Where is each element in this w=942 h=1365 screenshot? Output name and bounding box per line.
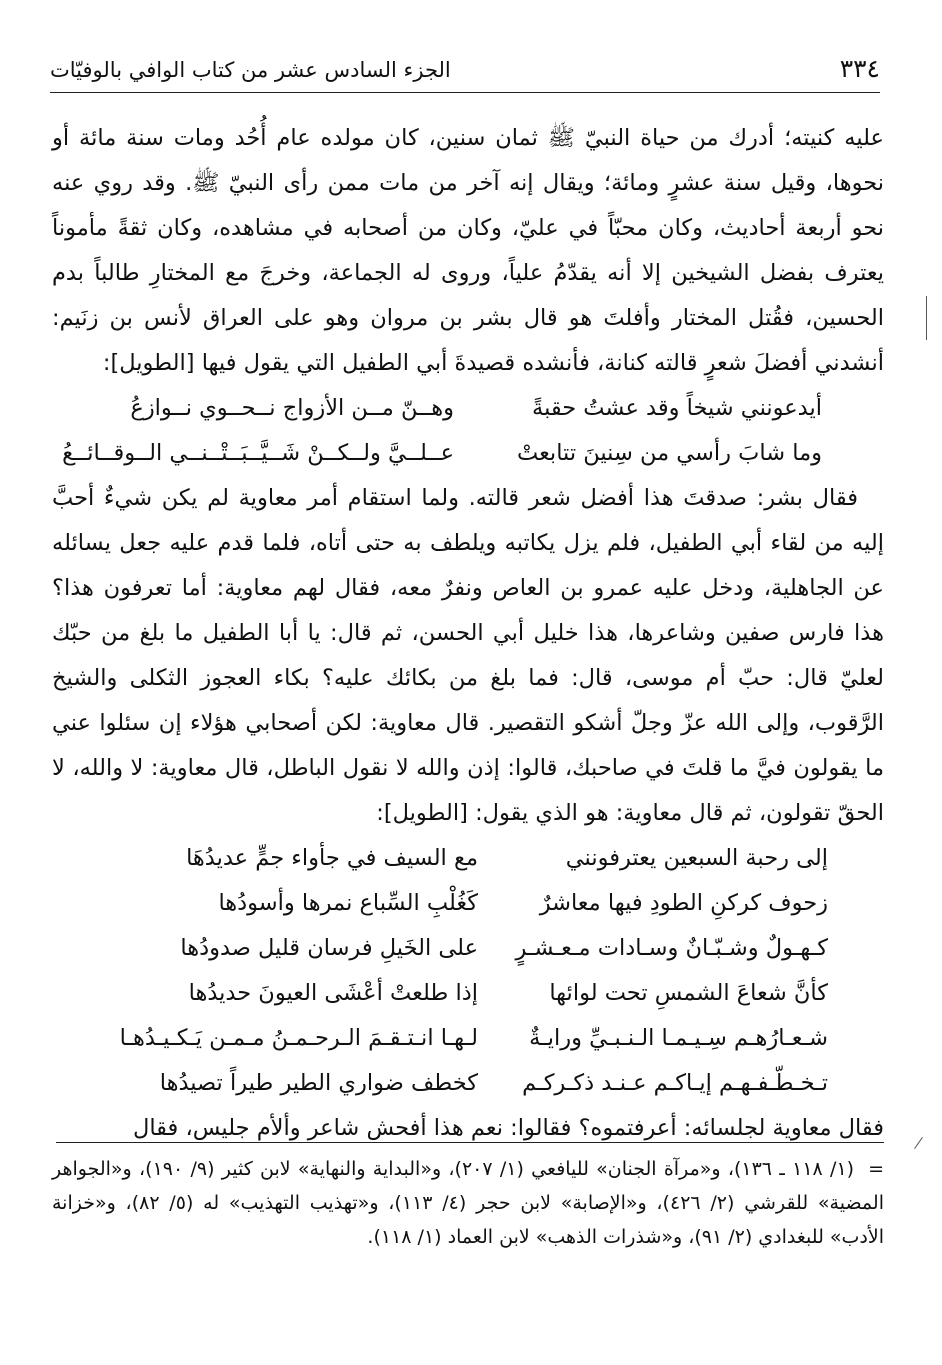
- hemistich-second: مع السيف في جأواء جمٍّ عديدُهَا: [186, 845, 478, 871]
- hemistich-second: كَغُلْبِ السِّباع نمرها وأسودُها: [218, 890, 478, 916]
- meter-label-2: [الطويل]:: [376, 800, 468, 826]
- meter-label-1: [الطويل]:: [102, 350, 195, 376]
- footnote-text: (١/ ١١٨ ـ ١٣٦)، و«مرآة الجنان» لليافعي (١/ ٢٠٧)، و«البداية والنهاية» لابن كثير (٩/ ١٩٠)، و«الجواهر المضية» للقرشي (٢/ ٤٢٦)، و«الإصابة» لابن حجر (٤/ ١١٣)، و«تهذيب التهذيب» له (٥/ ٨٢)، و«خزانة الأدب» للبغدادي (٢/ ٩١)، و«شذرات الذهب» لابن العماد (١/ ١١٨).: [52, 1158, 884, 1248]
- margin-scan-mark: [926, 296, 927, 340]
- poem-1: [52, 386, 884, 476]
- hemistich-first: كأنَّ شعاعَ الشمسِ تحت لوائها: [549, 980, 828, 1006]
- footnote-separator: [56, 1142, 884, 1143]
- closing-line: فقال معاوية لجلسائه: أعرفتموه؟ فقالوا: نعم هذا أفحش شاعر وألأم جليس، فقال: [132, 1115, 884, 1141]
- poem-1-verse-1: [52, 386, 884, 431]
- middle-text: فقال بشر: صدقتَ هذا أفضل شعر قالته. ولما استقام أمر معاوية لم يكن شيءٌ أحبَّ إليه من لقاء أبي الطفيل، فلم يزل يكاتبه ويلطف به حتى أتاه، فلما قدم عليه جعل يسائله عن الجاهلية، ودخل عليه عمرو بن العاص ونفرٌ معه، فقال لهم معاوية: أما تعرفون هذا؟ هذا فارس صفين وشاعرها، هذا خليل أبي الحسن، ثم قال: يا أبا الطفيل ما بلغ من حبّك لعليّ قال: حبّ أم موسى، قال: فما بلغ من بكائك عليه؟ بكاء العجوز الثكلى والشيخ الرَّقوب، وإلى الله عزّ وجلّ أشكو التقصير. قال معاوية: لكن أصحابي هؤلاء إن سئلوا عني ما يقولون فيَّ ما قلتَ في صاحبك، قالوا: إذن والله لا نقول الباطل، قال معاوية: لا والله، لا الحقّ تقولون، ثم قال معاوية: هو الذي يقول:: [52, 485, 884, 826]
- poem-2-verse-3: [52, 926, 884, 971]
- poem-2-verse-4: [52, 971, 884, 1016]
- page-number: ٣٣٤: [839, 54, 880, 83]
- margin-scan-mark: [914, 1137, 923, 1149]
- page-header: [50, 52, 880, 93]
- middle-paragraph: [52, 476, 884, 836]
- intro-paragraph: [52, 116, 884, 386]
- poem-2-verse-6: [52, 1061, 884, 1106]
- intro-text: عليه كنيته؛ أدرك من حياة النبيّ ﷺ ثمان سنين، كان مولده عام أُحُد ومات سنة مائة أو نحوها، وقيل سنة عشرٍ ومائة؛ ويقال إنه آخر من مات ممن رأى النبيّ ﷺ. وقد روي عنه نحو أربعة أحاديث، وكان محبّاً في عليّ، وكان من أصحابه في مشاهده، وكان ثقةً مأموناً يعترف بفضل الشيخين إلا أنه يقدّمُ علياً، وروى له الجماعة، وخرجَ مع المختارِ طالباً بدم الحسين، فقُتل المختار وأفلتَ هو قال بشر بن مروان وهو على العراق لأنس بن زنَيم: أنشدني أفضلَ شعرٍ قالته كنانة، فأنشده قصيدةَ أبي الطفيل التي يقول فيها: [52, 125, 884, 376]
- hemistich-second: على الخَيلِ فرسان قليل صدودُها: [180, 935, 478, 961]
- poem-2-verse-2: [52, 881, 884, 926]
- footnote: [52, 1152, 884, 1254]
- poem-2-verse-1: [52, 836, 884, 881]
- footnote-marker: =: [868, 1158, 884, 1180]
- poem-1-verse-2: [52, 431, 884, 476]
- hemistich-first: إلى رحبة السبعين يعترفونني: [565, 845, 828, 871]
- hemistich-first: كـهـولٌ وشـبّـانٌ وسـادات مـعـشـرٍ: [515, 935, 828, 961]
- hemistich-first: تـخـطّـفـهـم إيـاكـم عـنـد ذكـركـم: [522, 1070, 828, 1096]
- hemistich-second: إذا طلعتْ أعْشَى العيونَ حديدُها: [188, 980, 478, 1006]
- poem-2: [52, 836, 884, 1106]
- running-title: الجزء السادس عشر من كتاب الوافي بالوفيّات: [50, 58, 451, 82]
- hemistich-second: وهــنّ مــن الأزواج نــحــوي نــوازعُ: [130, 395, 454, 421]
- hemistich-first: وما شابَ رأسي من سِنينَ تتابعتْ: [516, 440, 822, 466]
- hemistich-second: عــلــيَّ ولــكــنْ شَــيَّــبَــتْــنــي الــوقــائــعُ: [62, 440, 454, 466]
- hemistich-first: زحوف كركنِ الطودِ فيها معاشرٌ: [539, 890, 828, 916]
- poem-2-verse-5: [52, 1016, 884, 1061]
- hemistich-first: شـعـارُهـم سِـيـمـا الـنـبـيِّ ورايـةٌ: [529, 1025, 828, 1051]
- main-text: [52, 116, 884, 1151]
- hemistich-second: لـهـا انـتـقـمَ الـرحـمـنُ مـمـن يَـكـيـدُهـا: [119, 1025, 478, 1051]
- hemistich-first: أيدعونني شيخاً وقد عشتُ حقبةً: [532, 395, 822, 421]
- hemistich-second: كخطف ضواري الطير طيراً تصيدُها: [159, 1070, 478, 1096]
